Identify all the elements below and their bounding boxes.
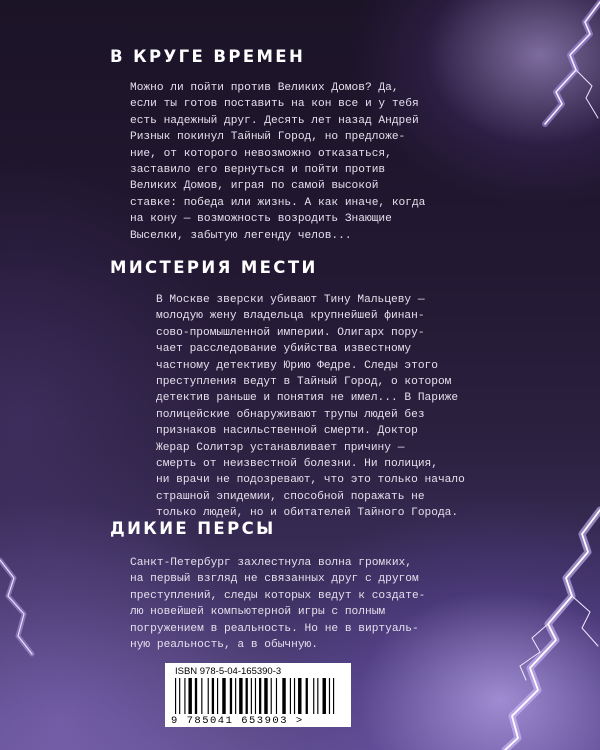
- text-line: Можно ли пойти против Великих Домов? Да,: [130, 82, 399, 94]
- barcode-bar: [282, 678, 285, 714]
- lightning-bolt: [545, 2, 600, 124]
- text-line: ние, от которого невозможно отказаться,: [130, 147, 392, 160]
- text-line: смерть от неизвестной болезни. Ни полиция,: [156, 458, 438, 471]
- barcode-bar: [188, 678, 191, 714]
- barcode-bar: [179, 678, 180, 714]
- section-text-misteriya-mesti: [156, 292, 465, 522]
- lightning-bolt: [576, 70, 598, 118]
- barcode-bar: [230, 678, 232, 714]
- text-line: чает расследование убийства известному: [156, 343, 412, 356]
- text-line: молодую жену владельца крупнейшей финан-: [156, 310, 425, 323]
- barcode-bar: [313, 678, 314, 714]
- text-line: Ризнык покинул Тайный Город, но предложе-: [130, 131, 406, 144]
- barcode-bar: [239, 678, 242, 714]
- barcode-block: [165, 663, 351, 727]
- section-text-dikie-persy: [130, 555, 425, 653]
- barcode-bar: [184, 678, 185, 714]
- lightning-bolt: [572, 596, 598, 646]
- isbn-label: ISBN 978-5-04-165390-3: [175, 666, 282, 677]
- barcode-bar: [264, 678, 267, 714]
- barcode-bar: [276, 678, 277, 714]
- lightning-bolt: [505, 510, 600, 750]
- lightning-bolt: [505, 510, 600, 750]
- text-line: признаков насильственной смерти. Доктор: [156, 425, 418, 438]
- barcode-bar: [175, 678, 176, 714]
- barcode-bar: [259, 678, 261, 714]
- text-line: только людей, но и обитателей Тайного Города.: [156, 507, 459, 520]
- barcode-bar: [246, 678, 248, 714]
- text-line: ную реальность, а в обычную.: [130, 639, 318, 652]
- barcode-bar: [201, 678, 202, 714]
- barcode-bar: [329, 678, 330, 714]
- barcode-bar: [290, 678, 291, 714]
- text-line: на первый взгляд не связанных друг с другом: [130, 573, 419, 586]
- barcode-bar: [208, 678, 209, 714]
- text-line: Санкт-Петербург захлестнула волна громких,: [130, 557, 412, 569]
- barcode-bar: [255, 678, 256, 714]
- barcode-bar: [323, 678, 326, 714]
- barcode-bar: [317, 678, 318, 714]
- text-line: ставке: победа или жизнь. А как иначе, когда: [130, 196, 426, 209]
- barcode-bar: [294, 678, 295, 714]
- barcode-bar: [222, 678, 225, 714]
- text-line: сово-промышленной империи. Олигарх пору-: [156, 326, 425, 339]
- text-line: детектив раньше и понятия не имел... В Париже: [156, 392, 459, 405]
- text-line: преступления ведут в Тайный Город, о котором: [156, 376, 452, 389]
- barcode-bar: [271, 678, 272, 714]
- text-line: частному детективу Юрию Федре. Следы этого: [156, 359, 438, 372]
- text-line: лю новейшей компьютерной игры с полным: [130, 606, 386, 619]
- text-line: заставило его вернуться и пойти против: [130, 164, 386, 177]
- barcode-bar: [298, 678, 301, 714]
- barcode-bar: [333, 678, 334, 714]
- barcode-bar: [235, 678, 236, 714]
- text-line: если ты готов поставить на кон все и у тебя: [130, 98, 419, 111]
- barcode-bar: [306, 678, 308, 714]
- section-heading-dikie-persy: ДИКИЕ ПЕРСЫ: [110, 519, 276, 538]
- text-line: В Москве зверски убивают Тину Мальцеву —: [156, 294, 425, 306]
- lightning-bolt: [545, 2, 600, 124]
- lightning-bolt: [520, 624, 548, 680]
- text-line: на кону — возможность возродить Знающие: [130, 213, 392, 226]
- text-line: Жерар Солитэр устанавливает причину —: [156, 441, 405, 454]
- section-heading-v-kruge-vremen: В КРУГЕ ВРЕМЕН: [110, 47, 306, 66]
- text-line: погружением в реальность. Но не в виртуаль-: [130, 622, 419, 635]
- lightning-bolt: [0, 560, 32, 654]
- barcode-bar: [251, 678, 252, 714]
- text-line: ни врачи не подозревают, что это только начало: [156, 474, 465, 487]
- text-line: Великих Домов, играя по самой высокой: [130, 180, 379, 193]
- text-line: есть надежный друг. Десять лет назад Андрей: [130, 114, 419, 127]
- barcode-bar: [195, 678, 197, 714]
- barcode-bars: [173, 678, 341, 714]
- lightning-bolt: [0, 560, 32, 654]
- text-line: полицейские обнаруживают трупы людей без: [156, 408, 425, 421]
- text-line: преступлений, следы которых ведут к создате-: [130, 589, 426, 602]
- text-line: страшной эпидемии, способной поражать не: [156, 490, 425, 503]
- text-line: Выселки, забытую легенду челов...: [130, 229, 352, 242]
- barcode-bar: [212, 678, 214, 714]
- barcode-digits: 9 785041 653903 >: [171, 715, 304, 727]
- barcode-bar: [217, 678, 218, 714]
- section-heading-misteriya-mesti: МИСТЕРИЯ МЕСТИ: [110, 258, 318, 277]
- section-text-v-kruge-vremen: [130, 80, 425, 244]
